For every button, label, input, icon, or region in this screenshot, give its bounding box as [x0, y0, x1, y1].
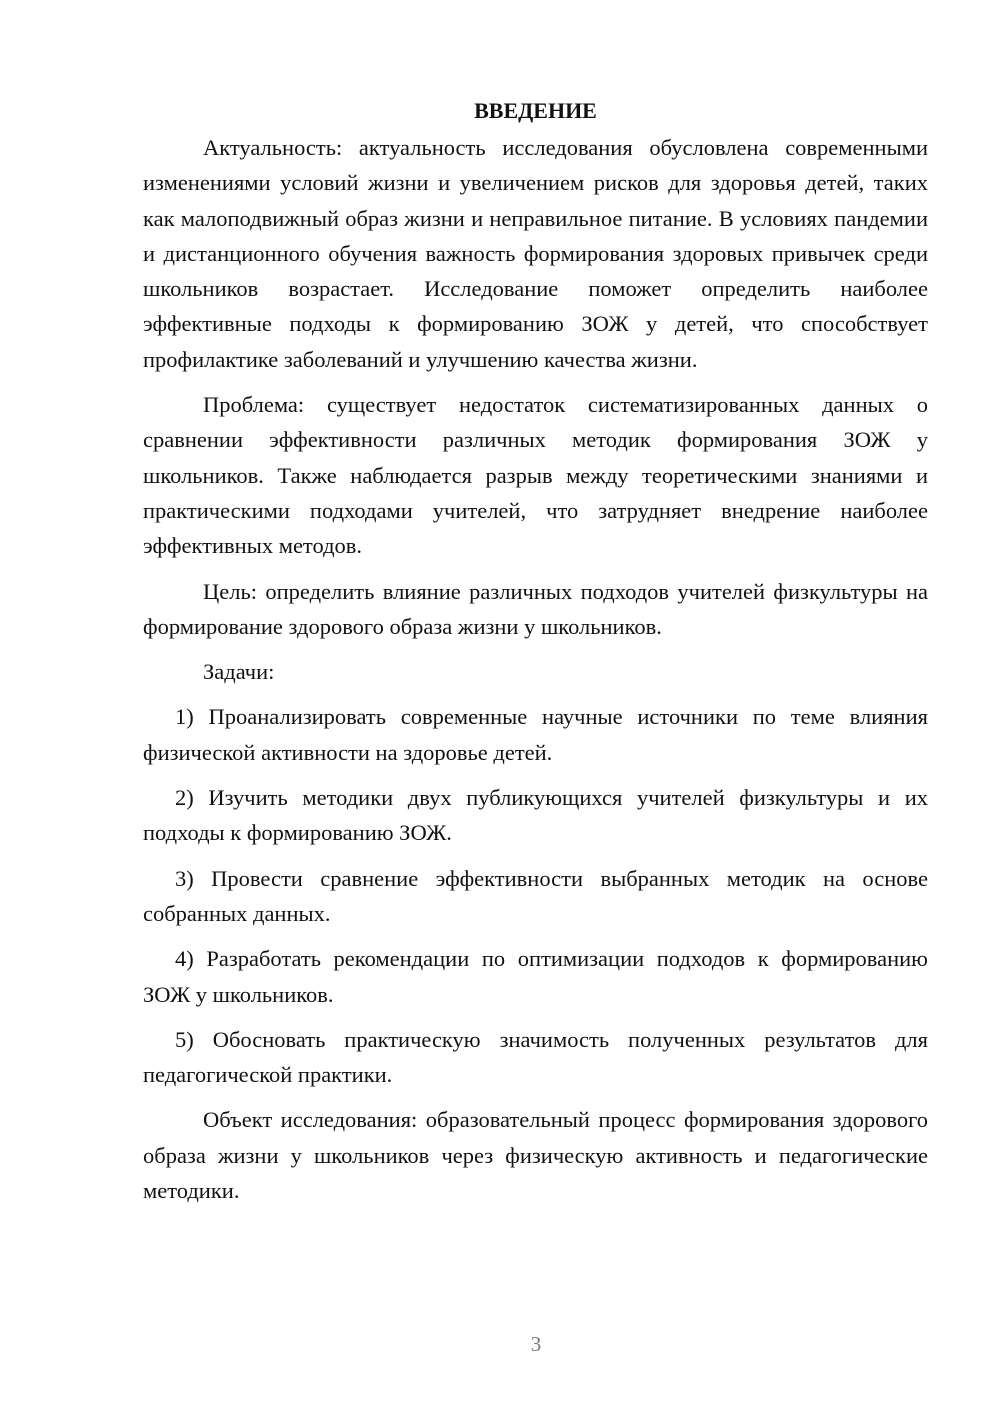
- relevance-paragraph: Актуальность: актуальность исследования обусловлена современными изменениями условий жизни и увеличением рисков для здоровья детей, таких как малоподвижный образ жизни и неправильное питание. В условиях пандемии и дистанционного обучения важность формирования здоровых привычек среди школьников возрастает. Исследование поможет определить наиболее эффективные подходы к формированию ЗОЖ у детей, что способствует профилактике заболеваний и улучшению качества жизни.: [143, 135, 928, 372]
- page-number: 3: [530, 1332, 542, 1356]
- section-title: ВВЕДЕНИЕ: [474, 98, 597, 123]
- task-item-5: 5) Обосновать практическую значимость полученных результатов для педагогической практики.: [143, 1026, 928, 1088]
- goal-paragraph: Цель: определить влияние различных подходов учителей физкультуры на формирование здорового образа жизни у школьников.: [143, 578, 928, 639]
- problem-paragraph: Проблема: существует недостаток систематизированных данных о сравнении эффективности различных методик формирования ЗОЖ у школьников. Также наблюдается разрыв между теоретическими знаниями и практическими подходами учителей, что затрудняет внедрение наиболее эффективных методов.: [143, 392, 928, 559]
- tasks-heading: Задачи:: [203, 659, 275, 685]
- task-item-4: 4) Разработать рекомендации по оптимизации подходов к формированию ЗОЖ у школьников.: [143, 946, 928, 1007]
- task-item-3: 3) Провести сравнение эффективности выбранных методик на основе собранных данных.: [143, 865, 928, 926]
- object-paragraph: Объект исследования: образовательный процесс формирования здорового образа жизни у школьников через физическую активность и педагогические методики.: [143, 1107, 928, 1204]
- task-item-1: 1) Проанализировать современные научные источники по теме влияния физической активности на здоровье детей.: [143, 704, 928, 765]
- task-item-2: 2) Изучить методики двух публикующихся учителей физкультуры и их подходы к формированию ЗОЖ.: [143, 785, 928, 846]
